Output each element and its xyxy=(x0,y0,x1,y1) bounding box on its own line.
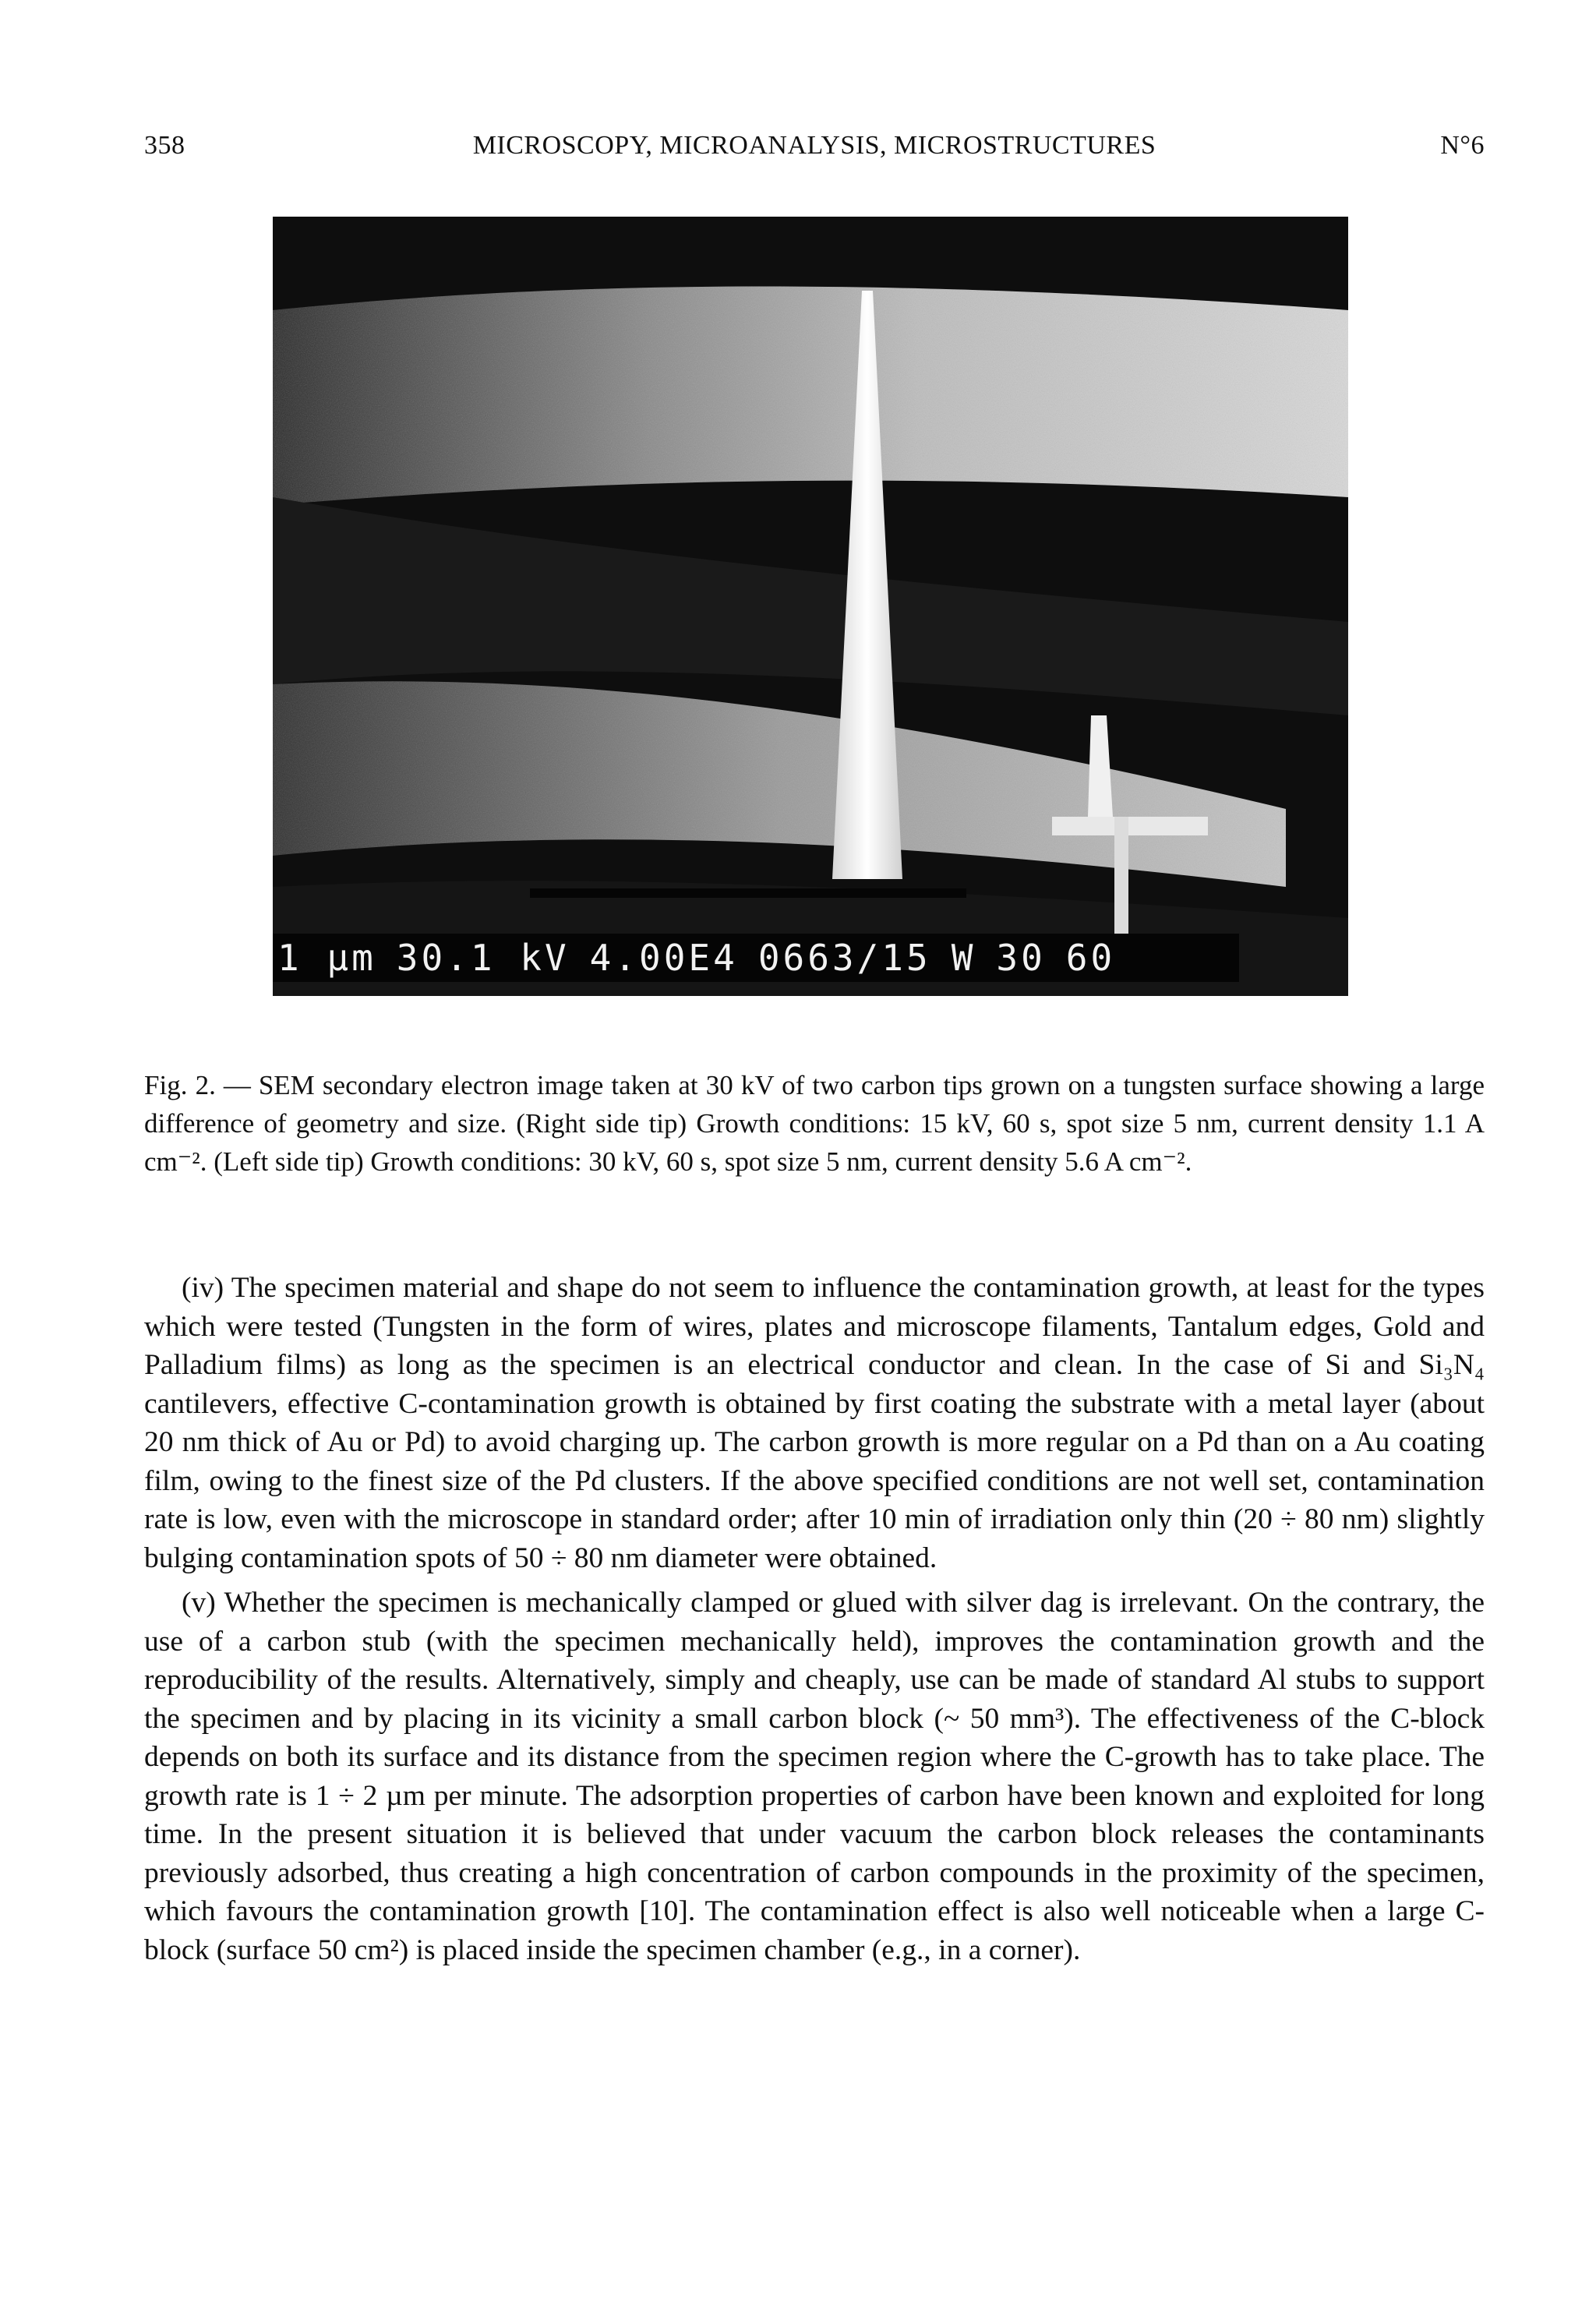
caption-dash: — xyxy=(223,1070,251,1100)
paragraph-iv: (iv) The specimen material and shape do not seem to influence the contamination growth, at least for the types which were tested (Tungsten in the form of wires, plates and microscope filaments, Tantalum edges, Gold and Palladium films) as long as the specimen is an electrical conductor and clean. In the case of Si and Si₃N₄ cantilevers, effective C-contamination growth is obtained by first coating the substrate with a metal layer (about 20 nm thick of Au or Pd) to avoid charging up. The carbon growth is more regular on a Pd than on a Au coating film, owing to the finest size of the Pd clusters. If the above specified conditions are not well set, contamination rate is low, even with the microscope in standard order; after 10 min of irradiation only thin (20 ÷ 80 nm) slightly bulging contamination spots of 50 ÷ 80 nm diameter were obtained. xyxy=(144,1272,1485,1574)
journal-title: MICROSCOPY, MICROANALYSIS, MICROSTRUCTURES xyxy=(472,131,1156,160)
right-tip-base xyxy=(1052,817,1208,835)
sem-micrograph xyxy=(273,217,1348,996)
frame-readout: 0663/15 xyxy=(757,937,931,979)
issue-number: N°6 xyxy=(1440,131,1485,160)
scale-bar xyxy=(530,888,966,898)
mode-readout: W xyxy=(951,937,976,979)
sem-data-bar xyxy=(273,934,1239,982)
page-header xyxy=(144,131,1485,168)
voltage-readout: 30.1 kV xyxy=(396,937,570,979)
body-text xyxy=(144,1269,1485,1976)
magnification-readout: 4.00E4 xyxy=(589,937,738,979)
kv-readout: 30 xyxy=(996,937,1046,979)
caption-text: SEM secondary electron image taken at 30 kV of two carbon tips grown on a tungsten surface showing a large difference of geometry and size. (Right side tip) Growth conditions: 15 kV, 60 s, spot size 5 nm, current density 1.1 A cm⁻². (Left side tip) Growth conditions: 30 kV, 60 s, spot size 5 nm, current density 5.6 A cm⁻². xyxy=(144,1070,1485,1177)
figure-label: Fig. 2. xyxy=(144,1070,216,1100)
time-readout: 60 xyxy=(1065,937,1116,979)
page-number: 358 xyxy=(144,131,185,160)
paragraph-v: (v) Whether the specimen is mechanically clamped or glued with silver dag is irrelevant. On the contrary, the use of a carbon stub (with the specimen mechanically held), improves the contamination growth and the reproducibility of the results. Alternatively, simply and cheaply, use can be made of standard Al stubs to support the specimen and by placing in its vicinity a small carbon block (~ 50 mm³). The effectiveness of the C-block depends on both its surface and its distance from the specimen region where the C-growth has to take place. The growth rate is 1 ÷ 2 µm per minute. The adsorption properties of carbon have been known and exploited for long time. In the present situation it is believed that under vacuum the carbon block releases the contaminants previously adsorbed, thus creating a high concentration of carbon compounds in the proximity of the specimen, which favours the contamination growth [10]. The contamination effect is also well noticeable when a large C-block (surface 50 cm²) is placed inside the specimen chamber (e.g., in a corner). xyxy=(144,1587,1485,1966)
scale-readout: 1 µm xyxy=(277,937,376,979)
figure-caption xyxy=(144,1066,1485,1181)
sem-image xyxy=(273,217,1348,996)
